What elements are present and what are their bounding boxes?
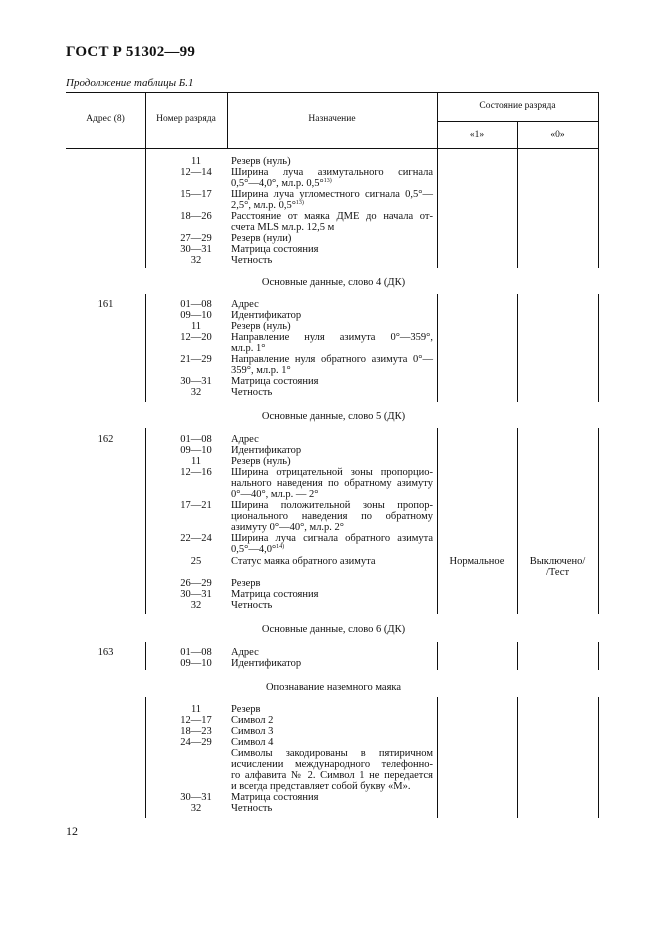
vline-desc-seg1	[437, 148, 438, 268]
vline-bits-seg1	[145, 148, 146, 268]
purpose-cell: Статус маяка обратного азимута	[231, 556, 376, 567]
vline-desc-seg2	[437, 294, 438, 402]
bits-cell: 11	[190, 456, 202, 467]
vline-desc-seg5	[437, 697, 438, 818]
bits-cell: 22—24	[180, 533, 212, 544]
bits-cell: 12—17	[180, 715, 212, 726]
bits-cell: 21—29	[180, 354, 212, 365]
purpose-cell: Резерв (нуль)	[231, 321, 291, 332]
col-header-state: Состояние разряда	[479, 101, 556, 111]
purpose-cell-cont: 0,5°—4,0°$^{14)}$	[231, 544, 285, 555]
bits-cell: 11	[190, 321, 202, 332]
purpose-cell: Матрица состояния	[231, 792, 319, 803]
purpose-cell-cont: мл.р. 1°	[231, 343, 266, 354]
bits-cell: 32	[190, 803, 202, 814]
vline-right-seg4	[598, 642, 599, 670]
state-zero-cell: Выключено/	[529, 556, 586, 567]
purpose-cell: Символ 4	[231, 737, 274, 748]
vline-right-seg3	[598, 428, 599, 614]
bits-cell: 18—23	[180, 726, 212, 737]
purpose-cell-cont: исчислении международного телефонно-	[231, 759, 433, 770]
bits-cell: 12—16	[180, 467, 212, 478]
purpose-cell: Идентификатор	[231, 445, 302, 456]
bits-cell: 27—29	[180, 233, 212, 244]
purpose-cell: Ширина отрицательной зоны пропорцио-	[231, 467, 433, 478]
document-title: ГОСТ Р 51302—99	[66, 44, 196, 60]
bits-cell: 09—10	[180, 445, 212, 456]
col-header-state-one: «1»	[469, 130, 485, 140]
bits-cell: 30—31	[180, 792, 212, 803]
purpose-cell: Ширина луча сигнала обратного азимута	[231, 533, 433, 544]
address-cell: 162	[97, 434, 114, 445]
purpose-cell-cont: 0°—40°, мл.р. — 2°	[231, 489, 319, 500]
purpose-cell-cont: ционального наведения по обратному	[231, 511, 433, 522]
section-heading-ident: Опознавание наземного маяка	[265, 682, 402, 693]
purpose-cell: Символ 3	[231, 726, 274, 737]
purpose-cell: Направление нуля азимута 0°—359°,	[231, 332, 433, 343]
vline-bits-seg3	[145, 428, 146, 614]
purpose-cell: Матрица состояния	[231, 244, 319, 255]
bits-cell: 01—08	[180, 647, 212, 658]
purpose-cell: Ширина луча угломестного сигнала 0,5°—	[231, 189, 433, 200]
bits-cell: 11	[190, 704, 202, 715]
col-header-purpose: Назначение	[308, 114, 356, 124]
purpose-cell: Резерв	[231, 578, 261, 589]
vline-desc-seg3	[437, 428, 438, 614]
purpose-cell-cont: 2,5°, мл.р. 0,5°$^{13)}$	[231, 200, 304, 211]
vline-bits-seg5	[145, 697, 146, 818]
col-header-address: Адрес (8)	[86, 114, 125, 124]
section-heading-word6: Основные данные, слово 6 (ДК)	[261, 624, 406, 635]
bits-cell: 09—10	[180, 310, 212, 321]
purpose-cell: Расстояние от маяка ДМЕ до начала от-	[231, 211, 433, 222]
purpose-cell: Направление нуля обратного азимута 0°—	[231, 354, 433, 365]
bits-cell: 15—17	[180, 189, 212, 200]
purpose-cell: Адрес	[231, 434, 259, 445]
bits-cell: 30—31	[180, 244, 212, 255]
purpose-cell-cont: 359°, мл.р. 1°	[231, 365, 291, 376]
purpose-cell: Матрица состояния	[231, 589, 319, 600]
vline-state-seg4	[517, 642, 518, 670]
vline-bits-seg4	[145, 642, 146, 670]
vline-bits-seg2	[145, 294, 146, 402]
bits-cell: 24—29	[180, 737, 212, 748]
vline-state-seg3	[517, 428, 518, 614]
purpose-cell: Четность	[231, 387, 273, 398]
vline-state-seg2	[517, 294, 518, 402]
purpose-cell-cont: го алфавита № 2. Символ 1 не передается	[231, 770, 433, 781]
col-header-bit-number: Номер разряда	[156, 114, 216, 124]
purpose-cell: Резерв (нуль)	[231, 156, 291, 167]
purpose-cell-cont: и всегда представляет собой букву «М».	[231, 781, 411, 792]
vline-state-seg5	[517, 697, 518, 818]
table-continuation-label: Продолжение таблицы Б.1	[66, 77, 194, 89]
header-vline-5	[598, 92, 599, 149]
state-zero-cell-cont: /Тест	[545, 567, 570, 578]
purpose-cell: Ширина луча азимутального сигнала	[231, 167, 433, 178]
purpose-cell: Резерв (нули)	[231, 233, 292, 244]
vline-desc-seg4	[437, 642, 438, 670]
purpose-cell: Резерв	[231, 704, 261, 715]
vline-right-seg1	[598, 148, 599, 268]
bits-cell: 09—10	[180, 658, 212, 669]
bits-cell: 12—14	[180, 167, 212, 178]
bits-cell: 18—26	[180, 211, 212, 222]
bits-cell: 01—08	[180, 434, 212, 445]
section-heading-word5: Основные данные, слово 5 (ДК)	[261, 411, 406, 422]
vline-right-seg5	[598, 697, 599, 818]
address-cell: 161	[97, 299, 114, 310]
purpose-cell-cont: 0,5°—4,0°, мл.р. 0,5°$^{13)}$	[231, 178, 332, 189]
purpose-cell: Четность	[231, 600, 273, 611]
bits-cell: 30—31	[180, 376, 212, 387]
purpose-cell: Резерв (нуль)	[231, 456, 291, 467]
purpose-cell-cont: счета MLS мл.р. 12,5 м	[231, 222, 335, 233]
purpose-cell: Идентификатор	[231, 310, 302, 321]
purpose-cell: Четность	[231, 803, 273, 814]
purpose-cell: Символ 2	[231, 715, 274, 726]
col-header-state-zero: «0»	[550, 130, 565, 140]
purpose-cell-cont: нального наведения по обратному азимуту	[231, 478, 433, 489]
vline-right-seg2	[598, 294, 599, 402]
purpose-cell-cont: азимуту 0°—40°, мл.р. 2°	[231, 522, 345, 533]
address-cell: 163	[97, 647, 114, 658]
bits-cell: 25	[190, 556, 202, 567]
purpose-cell: Матрица состояния	[231, 376, 319, 387]
bits-cell: 12—20	[180, 332, 212, 343]
bits-cell: 32	[190, 387, 202, 398]
bits-cell: 01—08	[180, 299, 212, 310]
bits-cell: 11	[190, 156, 202, 167]
purpose-cell: Адрес	[231, 299, 259, 310]
purpose-cell: Адрес	[231, 647, 259, 658]
purpose-cell: Идентификатор	[231, 658, 302, 669]
bits-cell: 32	[190, 600, 202, 611]
page-number: 12	[66, 824, 78, 838]
purpose-cell: Ширина положительной зоны пропор-	[231, 500, 433, 511]
bits-cell: 32	[190, 255, 202, 266]
bits-cell: 26—29	[180, 578, 212, 589]
vline-state-seg1	[517, 148, 518, 268]
state-one-cell: Нормальное	[449, 556, 505, 567]
purpose-cell: Четность	[231, 255, 273, 266]
bits-cell: 17—21	[180, 500, 212, 511]
purpose-cell: Символы закодированы в пятиричном	[231, 748, 433, 759]
bits-cell: 30—31	[180, 589, 212, 600]
section-heading-word4: Основные данные, слово 4 (ДК)	[261, 277, 406, 288]
